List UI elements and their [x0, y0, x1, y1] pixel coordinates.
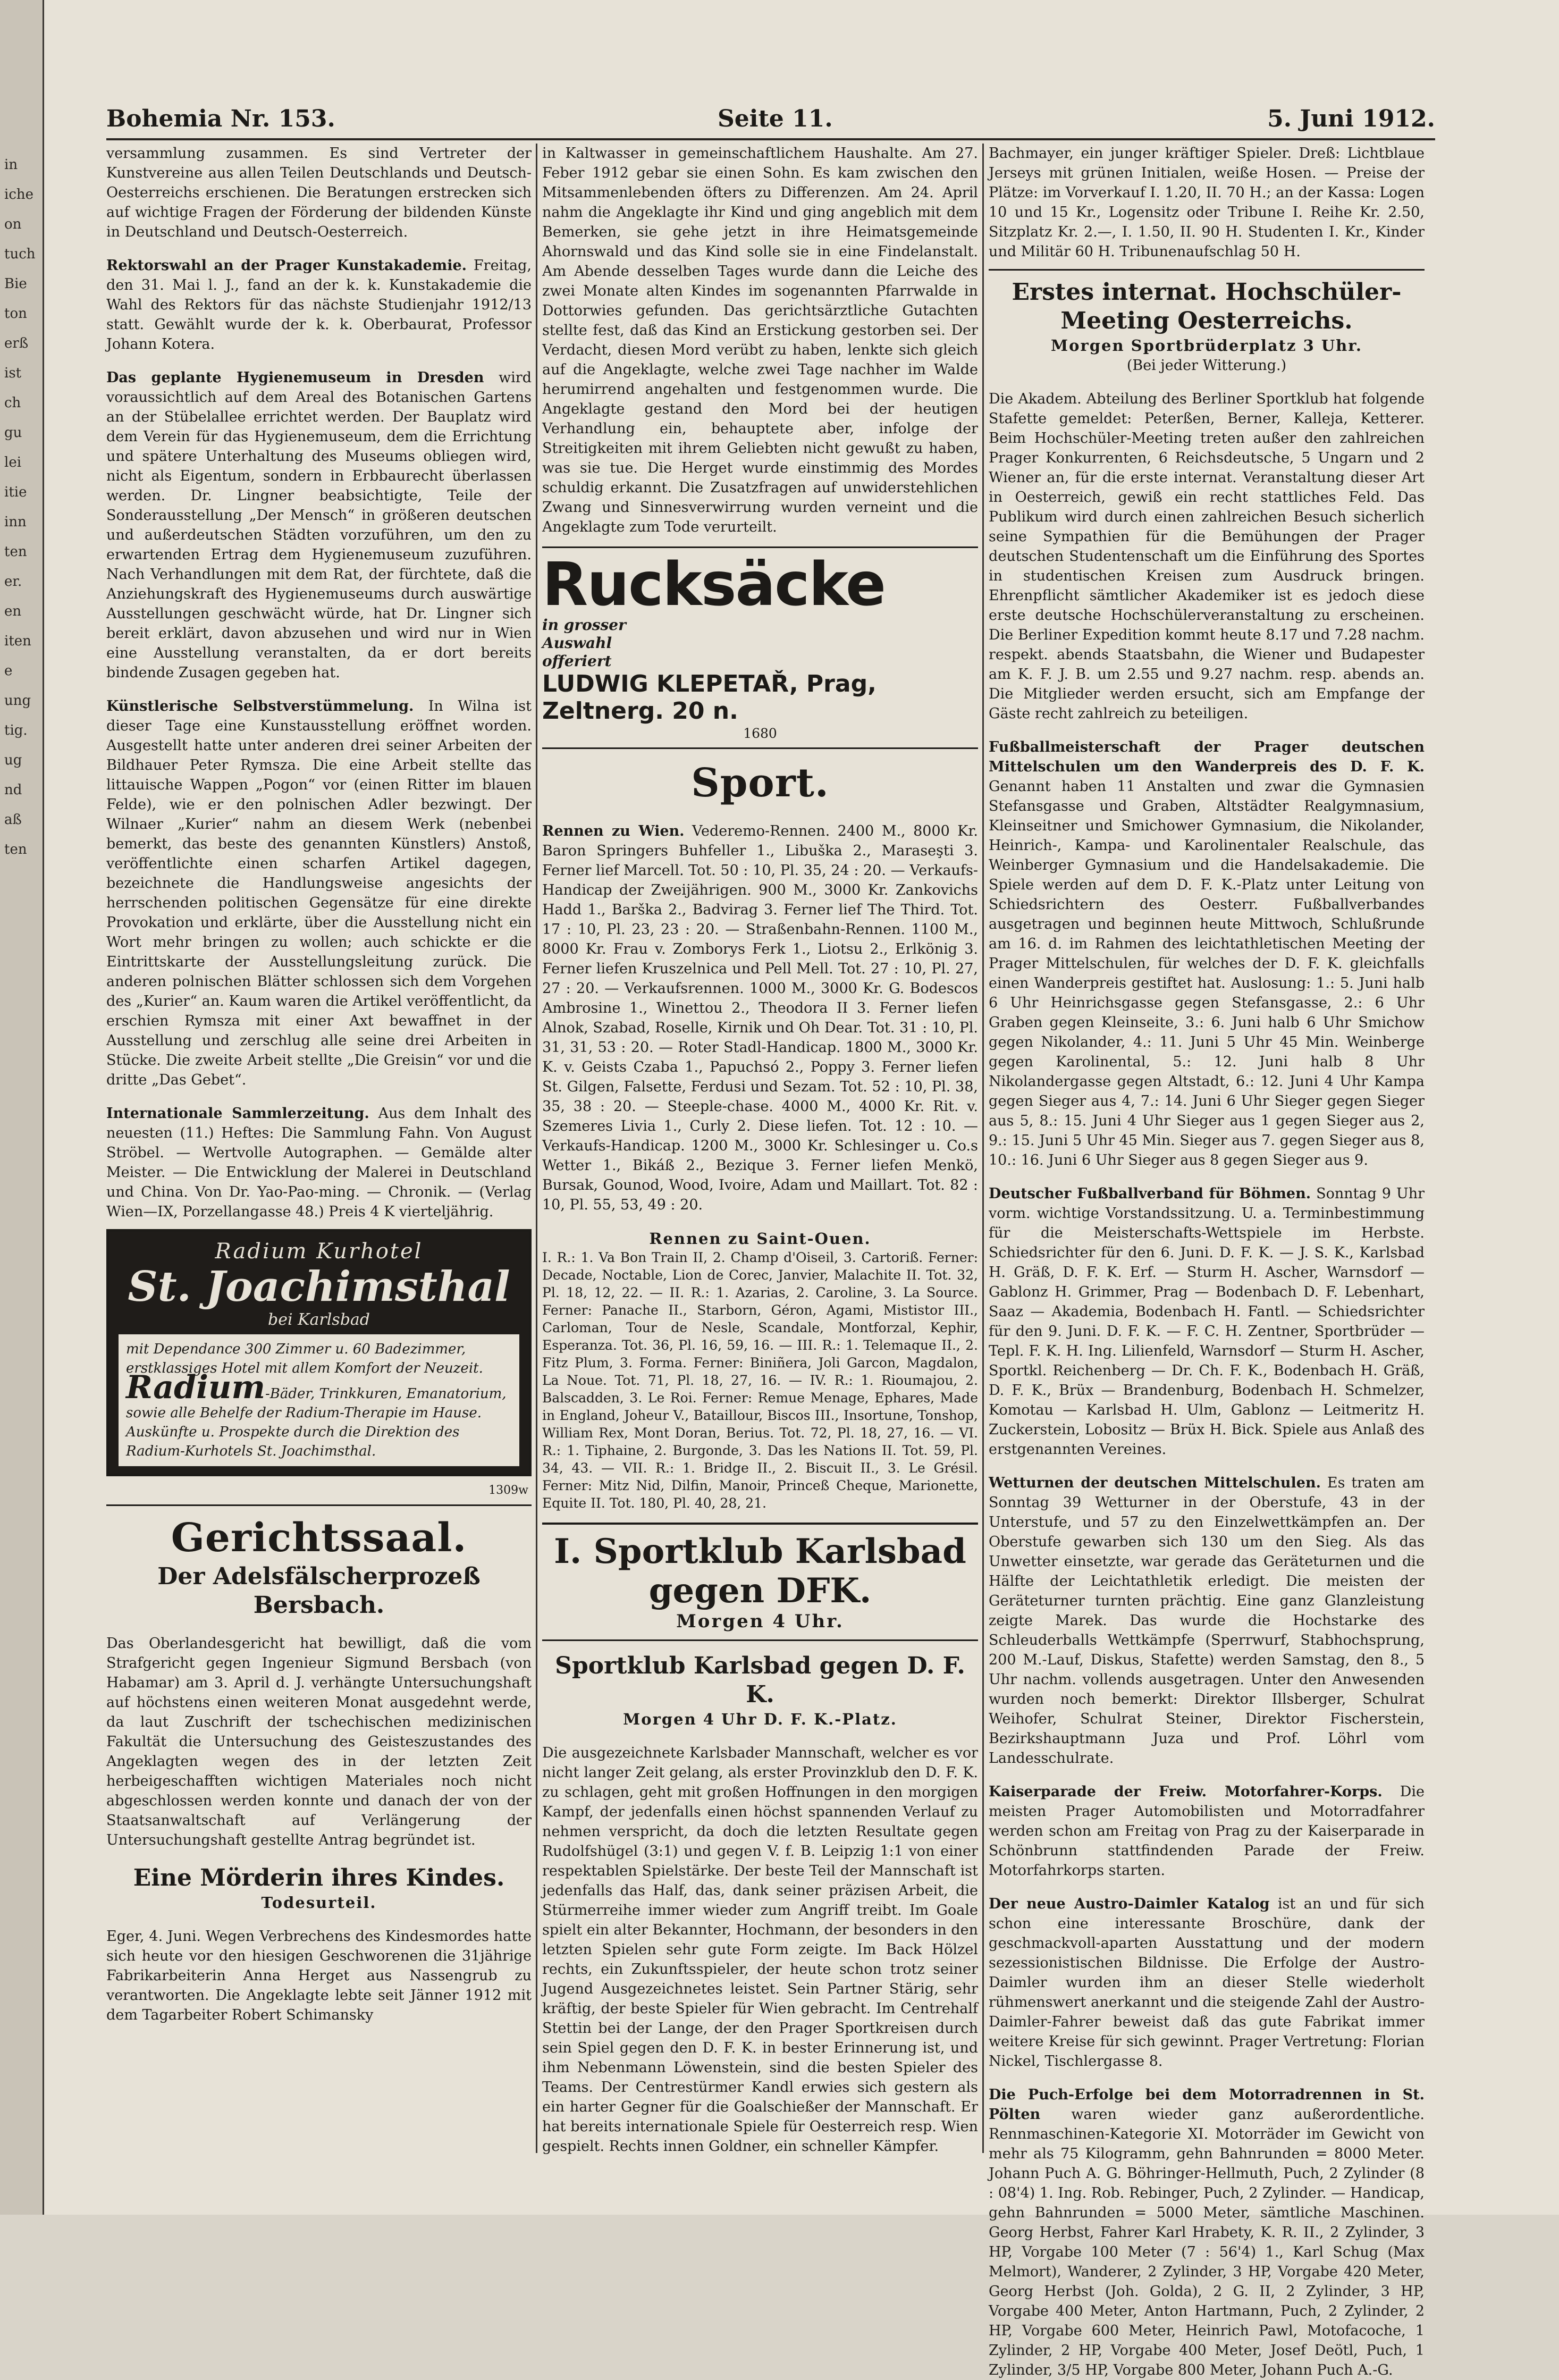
adjacent-page-fragment: iten	[4, 633, 31, 649]
adjacent-page-fragment: er.	[4, 574, 22, 590]
race-headline: Rennen zu Saint-Ouen.	[649, 1230, 871, 1248]
header-publication: Bohemia Nr. 153.	[106, 105, 335, 132]
notice-headline: Künstlerische Selbstverstümmelung.	[106, 698, 414, 714]
race-text: I. R.: 1. Va Bon Train II, 2. Champ d'Oiseil, 3. Cartoriß. Ferner: Decade, Noctable, Lion de Corec, Janvier, Malachite II. Tot. 32, Pl. 18, 12, 22. — II. R.: 1. Azarias, 2. Caroline, 3. La Source. Ferner: Panache II., Starborn, Géron, Agami, Mististor III., Carloman, Tour de Nesle, Scandale, Montforzal, Kephir, Esperanza. Tot. 36, Pl. 16, 59, 16. — III. R.: 1. Telemaque II., 2. Fitz Plum, 3. Forma. Ferner: Biniñera, Joli Garcon, Magdalon, La Noue. Tot. 71, Pl. 18, 27, 16. — IV. R.: 1. Rioumajou, 2. Balscadden, 3. Le Roi. Ferner: Remue Menage, Ephares, Made in England, Joheur V., Bataillour, Biscos III., Insortune, Tonshop, William Rex, Mont Doran, Berius. Tot. 72, Pl. 18, 27, 16. — VI. R.: 1. Tiphaine, 2. Burgonde, 3. Das les Nations II. Tot. 59, Pl. 34, 43. — VII. R.: 1. Bridge II., 2. Biscuit II., 3. Le Grésil. Ferner: Mitz Nid, Dilfin, Manoir, Princeß Cheque, Marionette, Equite II. Tot. 180, Pl. 40, 28, 21.	[542, 1250, 978, 1511]
article-text: Die Akadem. Abteilung des Berliner Sportklub hat folgende Stafette gemeldet: Peterßen, Berner, Kalleja, Ketterer. Beim Hochschüler-Meeting treten außer den zahlreichen Prager Konkurrenten, 6 Reichsdeutsche, 5 Ungarn und 2 Wiener an, für die erste internat. Veranstaltung dieser Art in Oesterreich, gewiß ein recht stattliches Feld. Das Publikum wird durch einen zahlreichen Besuch sicherlich seine Sympathien für die Bemühungen der Prager deutschen Studentenschaft um die Einführung des Sportes in studentischen Kreisen zum Ausdruck bringen. Ehrenpflicht sämtlicher Akademiker ist es jedoch diese erste deutsche Hochschülerveranstaltung zu erscheinen. Die Berliner Expedition kommt heute 8.17 und 7.28 nachm. respekt. abends Staatsbahn, die Wiener und Budapester am K. F. J. B. um 2.55 und 9.27 nachm. resp. abends an. Die Mitglieder werden ersucht, sich am Empfange der Gäste recht zahlreich zu beteiligen.	[989, 391, 1425, 722]
article-notice	[106, 696, 532, 1090]
notice-headline: Das geplante Hygienemuseum in Dresden	[106, 369, 484, 386]
article-notice	[989, 1473, 1425, 1768]
adjacent-page-fragment: ton	[4, 306, 27, 322]
adjacent-page-fragment: inn	[4, 514, 27, 530]
section-title-sport: Sport.	[691, 760, 829, 806]
header-page-number: Seite 11.	[718, 105, 833, 132]
adjacent-page-fragment: tig.	[4, 722, 28, 738]
column-3	[989, 144, 1425, 2378]
notice-text: Es traten am Sonntag 39 Wetturner in der Oberstufe, 43 in der Unterstufe, und 57 zu den Einzelwettkämpfen an. Der Oberstufe gewarben sich 130 um den Sieg. Als das Unwetter einsetzte, war gerade das Geräteturnen und die Hälfte der Leichtathletik erledigt. Die meisten der Geräteturner turnten prächtig. Eine ganz Glanzleistung zeigte Marek. Das wurde die Hochstarke des Schleuderballs Wettkämpfe (Sperrwurf, Stabhochsprung, 200 M.-Lauf, Diskus, Stafette) werden Samstag, den 8., 5 Uhr nachm. vollends ausgetragen. Unter den Anwesenden wurden noch bemerkt: Direktor Illsberger, Schulrat Weihofer, Schulrat Steiner, Direktor Fischerstein, Bezirkshauptmann Juza und Prof. Löhrl vom Landesschulrate.	[989, 1475, 1425, 1767]
ad-rucksaecke-address: LUDWIG KLEPETAŘ, Prag, Zeltnerg. 20 n.	[542, 670, 877, 725]
notice-headline: Der neue Austro-Daimler Katalog	[989, 1896, 1270, 1912]
adjacent-page-fragment: in	[4, 157, 18, 173]
article-notice	[106, 368, 532, 683]
notice-text: Aus dem Inhalt des neuesten (11.) Heftes: Die Sammlung Fahn. Von August Ströbel. — Wertvolle Autographen. — Gemälde alter Meister. — Die Entwicklung der Malerei in Deutschland und China. Von Dr. Yao-Pao-ming. — Chronik. — (Verlag Wien—IX, Porzellangasse 48.) Preis 4 K vierteljährig.	[106, 1105, 532, 1220]
notice-text: Sonntag 9 Uhr vorm. wichtige Vorstandssitzung. U. a. Terminbestimmung für die Meisterschafts-Wettspiele im Herbste. Schiedsrichter für den 6. Juni. D. F. K. — J. S. K., Karlsbad H. Gräß, D. F. K. Erf. — Sturm H. Ascher, Warnsdorf — Gablonz H. Grimmer, Prag — Bodenbach D. F. Lebenhart, Saaz — Akademia, Bodenbach H. Fantl. — Schiedsrichter für den 9. Juni. D. F. K. — F. C. H. Zentner, Sportbrüder — Tepl. F. K. H. Ing. Lilienfeld, Warnsdorf — Sturm H. Ascher, Sportkl. Reichenberg — Dr. Ch. F. K., Bodenbach H. Gräß, D. F. K., Brüx — Brandenburg, Bodenbach H. Schmelzer, Komotau — Karlsbad H. Ulm, Gablonz — Leitmeritz H. Zuckerstein, Lobositz — Brüx H. Bick. Spiele aus Anlaß des erstgenannten Vereines.	[989, 1185, 1425, 1458]
ad-radium-word: Radium	[126, 1369, 265, 1406]
adjacent-page-fragment: ch	[4, 395, 21, 411]
column-rule-2	[982, 144, 984, 2153]
article-notice	[989, 1184, 1425, 1459]
adjacent-page-fragment: gu	[4, 425, 22, 441]
notice-headline: Deutscher Fußballverband für Böhmen.	[989, 1185, 1311, 1202]
article-notice	[989, 2085, 1425, 2380]
article-notice	[989, 737, 1425, 1170]
race-headline: Rennen zu Wien.	[542, 823, 685, 839]
article-headline: Der Adelsfälscherprozeß Bersbach.	[157, 1563, 481, 1619]
section-divider	[989, 269, 1425, 271]
adjacent-page-fragment: ung	[4, 693, 31, 709]
article-notice	[989, 1782, 1425, 1880]
race-results-wien	[542, 821, 978, 1215]
adjacent-page-fragment: ug	[4, 752, 22, 768]
notice-headline: Kaiserparade der Freiw. Motorfahrer-Korps.	[989, 1784, 1383, 1800]
ad-title-line: Radium Kurhotel	[215, 1239, 423, 1264]
article-text: versammlung zusammen. Es sind Vertreter der Kunstvereine aus allen Teilen Deutschlands und Deutsch-Oesterreichs erschienen. Die Beratungen erstrecken sich auf wichtige Fragen der Förderung der bildenden Künste in Deutschland und Deutsch-Oesterreich.	[106, 145, 532, 240]
notice-headline: Rektorswahl an der Prager Kunstakademie.	[106, 257, 467, 274]
column-rule-1	[536, 144, 537, 2153]
notice-text: Die meisten Prager Automobilisten und Motorradfahrer werden schon am Freitag von Prag zu der Kaiserparade in Schönbrunn stattfindenden Parade der Freiw. Motorfahrkorps starten.	[989, 1784, 1425, 1879]
header-date: 5. Juni 1912.	[1267, 105, 1435, 132]
adjacent-page-fragment: iche	[4, 187, 34, 203]
adjacent-page-fragment: erß	[4, 335, 29, 351]
notice-text: In Wilna ist dieser Tage eine Kunstausstellung eröffnet worden. Ausgestellt hatte unter anderen drei seiner Arbeiten der Bildhauer Peter Rymsza. Die eine Arbeit stellte das littauische Wappen „Pogon“ vor (einen Ritter im blauen Felde), wie er den polnischen Adler bezwingt. Der Wilnaer „Kurier“ nahm an diesem Werk (nebenbei bemerkt, das beste des genannten Künstlers) Anstoß, veröffentlichte einen scharfen Artikel dagegen, bezeichnete die Handlungsweise angesichts der herrschenden politischen Gegensätze für eine direkte Provokation und erklärte, über die Ausstellung nicht ein Wort mehr bringen zu wollen; auch schickte er die Eintrittskarte der Ausstellungsleitung zurück. Die anderen polnischen Blätter schlossen sich dem Vorgehen des „Kurier“ an. Kaum waren die Artikel veröffentlicht, da erschien Rymsza mit einer Axt bewaffnet in der Ausstellung und zerschlug alle seine drei Arbeiten in Stücke. Die zweite Arbeit stellte „Die Greisin“ vor und die dritte „Das Gebet“.	[106, 698, 532, 1088]
notice-text: ist an und für sich schon eine interessante Broschüre, dank der geschmackvoll-aparten Ausstattung und der modern sezessionistischen Bildnisse. Die Erfolge der Austro-Daimler wurden ihm an dieser Stelle wiederholt rühmenswert anerkannt und die steigende Zahl der Austro-Daimler-Fahrer beweist daß das gute Fabrikat immer weitere Kreise für sich gewinnt. Prager Vertretung: Florian Nickel, Tischlergasse 8.	[989, 1896, 1425, 2070]
ad-rucksaecke-tagline: in grosser Auswahl offeriert	[542, 616, 626, 670]
notice-headline: Wetturnen der deutschen Mittelschulen.	[989, 1475, 1321, 1491]
article-text: Bachmayer, ein junger kräftiger Spieler. Dreß: Lichtblaue Jerseys mit grünen Initialen, weiße Hosen. — Preise der Plätze: im Vorverkauf I. 1.20, II. 70 H.; an der Kassa: Logen 10 und 15 Kr., Logensitz oder Tribune I. Reihe Kr. 2.50, Sitzplatz Kr. 2.—, I. 1.50, II. 90 H. Studenten I. Kr., Kinder und Militär 60 H. Tribunenaufschlag 50 H.	[989, 145, 1425, 260]
notice-headline: Fußballmeisterschaft der Prager deutschen Mittelschulen um den Wanderpreis des D. F. K.	[989, 739, 1425, 775]
ad-body-text: -Bäder, Trinkkuren, Emanatorium, sowie alle Behelfe der Radium-Therapie im Hause. Auskünfte u. Prospekte durch die Direktion des Radium-Kurhotels St. Joachimsthal.	[126, 1386, 507, 1459]
article-subheadline: Morgen Sportbrüderplatz 3 Uhr.	[1051, 337, 1362, 355]
article-notice	[989, 1894, 1425, 2071]
ad-hotel-name: St. Joachimsthal	[128, 1263, 510, 1311]
advertisement-radium-kurhotel	[106, 1229, 532, 1476]
ad-body-text: mit Dependance 300 Zimmer u. 60 Badezimmer, erstklassiges Hotel mit allem Komfort der Neuzeit.	[126, 1341, 483, 1376]
article-headline: Eine Mörderin ihres Kindes.	[133, 1864, 505, 1891]
ad-rucksaecke-title: Rucksäcke	[542, 550, 885, 619]
notice-text: waren wieder ganz außerordentliche. Rennmaschinen-Kategorie XI. Motorräder im Gewicht von mehr als 75 Kilogramm, gehn Bahnrunden = 8000 Meter. Johann Puch A. G. Böhringer-Hellmuth, Puch, 2 Zylinder (8 : 08'4) 1. Ing. Rob. Rebinger, Puch, 2 Zylinder. — Handicap, gehn Bahnrunden = 5000 Meter, sämtliche Maschinen. Georg Herbst, Fahrer Karl Hrabety, K. R. II., 2 Zylinder, 3 HP, Vorgabe 100 Meter (7 : 56'4) 1., Karl Schug (Max Melmort), Wanderer, 2 Zylinder, 3 HP, Vorgabe 420 Meter, Georg Herbst (Joh. Golda), 2 G. II, 2 Zylinder, 3 HP, Vorgabe 400 Meter, Anton Hartmann, Puch, 2 Zylinder, 2 HP, Vorgabe 600 Meter, Heinrich Pawl, Motofacoche, 1 Zylinder, 2 HP, Vorgabe 400 Meter, Josef Deötl, Puch, 1 Zylinder, 3/5 HP, Vorgabe 800 Meter, Johann Puch A.-G.	[989, 2106, 1425, 2378]
ad-sportklub-time: Morgen 4 Uhr.	[676, 1611, 844, 1632]
race-text: Vederemo-Rennen. 2400 M., 8000 Kr. Baron Springers Buhfeller 1., Libuška 2., Maraseşti 3. Ferner lief Marcell. Tot. 50 : 10, Pl. 35, 24 : 20. — Verkaufs-Handicap der Zweijährigen. 900 M., 3000 Kr. Zankovichs Hadd 1., Barška 2., Badvirag 3. Ferner lief The Third. Tot. 17 : 10, Pl. 23, 23 : 20. — Straßenbahn-Rennen. 1100 M., 8000 Kr. Frau v. Zomborys Ferk 1., Liotsu 2., Erlkönig 3. Ferner liefen Kruszelnica und Pell Mell. Tot. 27 : 10, Pl. 27, 27 : 20. — Verkaufsrennen. 1000 M., 3000 Kr. G. Bodescos Ambrosine 1., Winettou 2., Theodora II 3. Ferner liefen Alnok, Szabad, Roselle, Kirnik und Oh Dear. Tot. 31 : 10, Pl. 31, 31, 53 : 20. — Roter Stadl-Handicap. 1800 M., 3000 Kr. K. v. Geists Czaba 1., Papuchsó 2., Poppy 3. Ferner liefen St. Gilgen, Falsette, Ferdusi und Sezam. Tot. 52 : 10, Pl. 38, 35, 38 : 20. — Steeple-chase. 4000 M., 4000 Kr. Rit. v. Szemeres Livia 1., Curly 2. Diese liefen. Tot. 12 : 10. — Verkaufs-Handicap. 1200 M., 3000 Kr. Schlesinger u. Co.s Wetter 1., Bikáß 2., Bezique 3. Ferner liefen Menkö, Bursak, Gounod, Wood, Ivoire, Adam und Maillart. Tot. 82 : 10, Pl. 55, 53, 49 : 20.	[542, 823, 978, 1213]
adjacent-page-fragment: ten	[4, 544, 27, 560]
article-subheadline: Todesurteil.	[261, 1894, 377, 1912]
ad-body	[119, 1334, 519, 1466]
adjacent-page-fragment: aß	[4, 812, 22, 828]
section-title-gerichtssaal: Gerichtssaal.	[171, 1515, 467, 1561]
article-text: in Kaltwasser in gemeinschaftlichem Haushalte. Am 27. Feber 1912 gebar sie einen Sohn. Es kam zwischen den Mitsammenlebenden öfters zu Differenzen. Am 24. April nahm die Angeklagte ihr Kind und ging angeblich mit dem Bemerken, sie gehe jetzt in ihre Heimatsgemeinde Ahornswald und das Kind solle sie in eine Findelanstalt. Am Abende desselben Tages wurde dann die Leiche des zwei Monate alten Kindes im sogenannten Pfarrwalde in Dottorwies gefunden. Das gerichtsärztliche Gutachten stellte fest, daß das Kind an Erstickung gestorben sei. Der Verdacht, diesen Mord verübt zu haben, lenkte sich gleich auf die Angeklagte, welche zwei Tage nachher im Walde herumirrend angehalten und festgenommen wurde. Die Angeklagte gestand den Mord bei der heutigen Verhandlung ein, behauptete aber, infolge der Streitigkeiten mit ihrem Geliebten nicht gewußt zu haben, was sie tue. Die Herget wurde einstimmig des Mordes schuldig erkannt. Die Zusatzfragen auf unwiderstehlichen Zwang und Sinnesverwirrung wurden verneint und die Angeklagte zum Tode verurteilt.	[542, 145, 978, 535]
article-subheadline: (Bei jeder Witterung.)	[1126, 357, 1287, 374]
adjacent-page-fragment: tuch	[4, 246, 36, 262]
adjacent-page-fragment: nd	[4, 782, 22, 798]
notice-text: Genannt haben 11 Anstalten und zwar die Gymnasien Stefansgasse und Graben, Altstädter Realgymnasium, Kleinseitner und Smichower Gymnasium, die Nikolander, Heinrich-, Kampa- und Karolinentaler Realschule, das Weinberger Gymnasium und die Handelsakademie. Die Spiele werden auf dem D. F. K.-Platz unter Leitung von Schiedsrichtern des Oesterr. Fußballverbandes ausgetragen und beginnen heute Mittwoch, Schlußrunde am 16. d. im Rahmen des leichtathletischen Meeting der Prager Mittelschulen, für welches der D. F. K. gleichfalls einen Wanderpreis gestiftet hat. Auslosung: 1.: 5. Juni halb 6 Uhr Heinrichsgasse gegen Stefansgasse, 2.: 6 Uhr Graben gegen Kleinseite, 3.: 6. Juni halb 6 Uhr Smichow gegen Nikolander, 4.: 11. Juni 5 Uhr 45 Min. Weinberge gegen Karolinental, 5.: 12. Juni halb 8 Uhr Nikolandergasse gegen Altstadt, 6.: 12. Juni 4 Uhr Kampa gegen Sieger aus 4, 7.: 14. Juni 6 Uhr Sieger gegen Sieger aus 5, 8.: 15. Juni 4 Uhr Sieger aus 1 gegen Sieger aus 2, 9.: 15. Juni 5 Uhr 45 Min. Sieger aus 7. gegen Sieger aus 8, 10.: 16. Juni 6 Uhr Sieger aus 8 gegen Sieger aus 9.	[989, 778, 1425, 1168]
article-text: Die ausgezeichnete Karlsbader Mannschaft, welcher es vor nicht langer Zeit gelang, als erster Provinzklub den D. F. K. zu schlagen, geht mit großen Hoffnungen in den morgigen Kampf, der jedenfalls einen höchst spannenden Verlauf zu nehmen verspricht, da doch die letzten Resultate gegen Rudolfshügel (3:1) und gegen V. f. B. Leipzig 1:1 von einer respektablen Spielstärke. Der beste Teil der Mannschaft ist jedenfalls das Half, das, dank seiner präzisen Arbeit, die Stürmerreihe immer wieder zum Angriff treibt. Im Goale spielt ein alter Bekannter, Hochmann, der besonders in den letzten Spielen sehr gute Form zeigte. Im Back Hölzel rechts, ein Zukunftsspieler, der heute schon trotz seiner Jugend Ausgezeichnetes leistet. Sein Partner Stärig, sehr kräftig, der beste Spieler für Wien gebracht. Im Centrehalf Stettin bei der Lange, der den Prager Sportkreisen durch sein Spiel gegen den D. F. K. in bester Erinnerung ist, und ihm Nebenmann Löwenstein, sind die besten Spieler des Teams. Der Centrestürmer Kandl erwies sich gestern als ein harter Gegner für die Goalschießer der Mannschaft. Er hat bereits internationale Spiele für Oesterreich resp. Wien gespielt. Rechts innen Goldner, ein schneller Kämpfer.	[542, 1745, 978, 2155]
adjacent-page-edge	[0, 0, 44, 2215]
article-headline: Sportklub Karlsbad gegen D. F. K.	[555, 1652, 965, 1708]
adjacent-page-fragment: on	[4, 216, 22, 232]
adjacent-page-fragment: e	[4, 663, 13, 679]
article-text: Das Oberlandesgericht hat bewilligt, daß die vom Strafgericht gegen Ingenieur Sigmund Bersbach (von Habamar) am 3. April d. J. verhängte Untersuchungshaft auf höchstens einen weiteren Monat ausgedehnt werde, da laut Zuschrift der tschechischen medizinischen Fakultät die Untersuchung des Geisteszustandes des Angeklagten wegen des in der letzten Zeit herbeigeschafften wichtigen Materiales noch nicht abgeschlossen werden konnte und danach der von der Staatsanwaltschaft auf Verlängerung der Untersuchungshaft gestellte Antrag begründet ist.	[106, 1635, 532, 1848]
adjacent-page-fragment: lei	[4, 455, 22, 470]
ad-code: 1680	[743, 726, 777, 741]
column-1	[106, 144, 532, 2164]
adjacent-page-fragment: Bie	[4, 276, 27, 292]
notice-text: Freitag, den 31. Mai l. J., fand an der k. k. Kunstakademie die Wahl des Rektors für das nächste Studienjahr 1912/13 statt. Gewählt wurde der k. k. Oberbaurat, Professor Johann Kotera.	[106, 257, 532, 352]
notice-headline: Die Puch-Erfolge bei dem Motorradrennen in St. Pölten	[989, 2087, 1425, 2123]
page-header	[106, 96, 1435, 140]
advertisement-rucksaecke	[542, 546, 978, 749]
adjacent-page-fragment: ten	[4, 842, 27, 857]
ad-sportklub-title: I. Sportklub Karlsbad gegen DFK.	[554, 1532, 966, 1611]
notice-text: wird voraussichtlich auf dem Areal des Botanischen Gartens an der Stübelallee errichtet werden. Der Bauplatz wird dem Verein für das Hygienemuseum, dem die Errichtung und spätere Unterhaltung des Museums obliegen wird, nicht als Eigentum, sondern in Erbbaurecht überlassen werden. Dr. Lingner beabsichtigte, Teile der Sonderausstellung „Der Mensch“ in größeren deutschen und außerdeutschen Städten vorzuführen, um den zu erwartenden Ertrag dem Hygienemuseum zuzuführen. Nach Verhandlungen mit dem Rat, der fürchtete, daß die Anziehungskraft des Hygienemuseums durch auswärtige Ausstellungen geschwächt würde, hat Dr. Lingner sich bereit erklärt, davon abzusehen und wird nur in Wien eine Ausstellung veranstalten, da er dort bereits bindende Zusagen gegeben hat.	[106, 369, 532, 681]
article-text: Eger, 4. Juni. Wegen Verbrechens des Kindesmordes hatte sich heute vor den hiesigen Geschworenen die 31jährige Fabrikarbeiterin Anna Herget aus Nassengrub zu verantworten. Die Angeklagte lebte seit Jänner 1912 mit dem Tagarbeiter Robert Schimansky	[106, 1928, 532, 2023]
notice-headline: Internationale Sammlerzeitung.	[106, 1105, 369, 1122]
article-subheadline: Morgen 4 Uhr D. F. K.-Platz.	[623, 1710, 897, 1728]
adjacent-page-fragment: en	[4, 603, 22, 619]
ad-location: bei Karlsbad	[267, 1310, 370, 1329]
section-divider	[106, 1504, 532, 1506]
article-notice	[106, 256, 532, 354]
adjacent-page-fragment: itie	[4, 484, 27, 500]
column-2	[542, 144, 978, 2164]
article-notice	[106, 1104, 532, 1222]
ad-code: 1309w	[488, 1484, 528, 1497]
advertisement-sportklub	[542, 1523, 978, 1641]
article-headline: Erstes internat. Hochschüler-Meeting Oesterreichs.	[1012, 279, 1402, 334]
adjacent-page-fragment: ist	[4, 365, 22, 381]
